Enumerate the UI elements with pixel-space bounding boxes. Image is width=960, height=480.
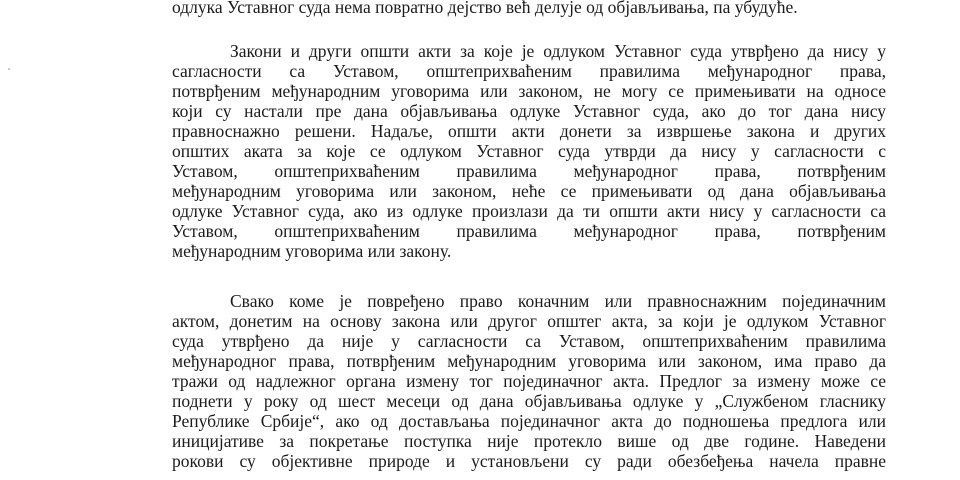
text-line: који су настали пре дана објављивања одлуке Уставног суда, ако до тог дана нису: [172, 101, 886, 121]
text-line: Републике Србије“, ако од достављања појединачног акта до подношења предлога или: [172, 411, 886, 431]
text-line: међународног права, потврђеним међународним уговорима или законом, има право да: [172, 351, 886, 371]
text-line: потврђеним међународним уговорима или законом, не могу се примењивати на односе: [172, 81, 886, 101]
text-line: иницијативе за покретање поступка није протекло више од две године. Наведени: [172, 431, 886, 451]
text-line: Уставом, општеприхваћеним правилима међународног права, потврђеним: [172, 161, 886, 181]
text-line: поднети у року од шест месеци од дана објављивања одлуке у „Службеном гласнику: [172, 391, 886, 411]
text-line: одлука Уставног суда нема повратно дејство већ делује од објављивања, па убудуће.: [172, 0, 798, 17]
text-line: општих аката за које се одлуком Уставног суда утврди да нису у сагласности с: [172, 141, 886, 161]
text-line: рокови су објективне природе и установљени су ради обезбеђења начела правне: [172, 451, 886, 471]
text-line: Уставом, општеприхваћеним правилима међународног права, потврђеним: [172, 221, 886, 241]
text-line: актом, донетим на основу закона или другог општег акта, за који је одлуком Уставног: [172, 311, 886, 331]
text-line: правноснажно решени. Надаље, општи акти донети за извршење закона и других: [172, 121, 886, 141]
text-line: међународним уговорима или закону.: [172, 241, 452, 261]
scan-speck: [8, 68, 10, 70]
text-line: међународним уговорима или законом, неће се примењивати од дана објављивања: [172, 181, 886, 201]
text-line: тражи од надлежног органа измену тог појединачног акта. Предлог за измену може се: [172, 371, 886, 391]
paragraph-first-line: Свако коме је повређено право коначним или правноснажним појединачним: [230, 291, 886, 311]
paragraph-first-line: Закони и други општи акти за које је одлуком Уставног суда утврђено да нису у: [230, 41, 886, 61]
text-line: одлуке Уставног суда, ако из одлуке произлази да ти општи акти нису у сагласности са: [172, 201, 886, 221]
text-line: сагласности са Уставом, општеприхваћеним правилима међународног права,: [172, 61, 886, 81]
text-line: суда утврђено да није у сагласности са Уставом, општеприхваћеним правилима: [172, 331, 886, 351]
